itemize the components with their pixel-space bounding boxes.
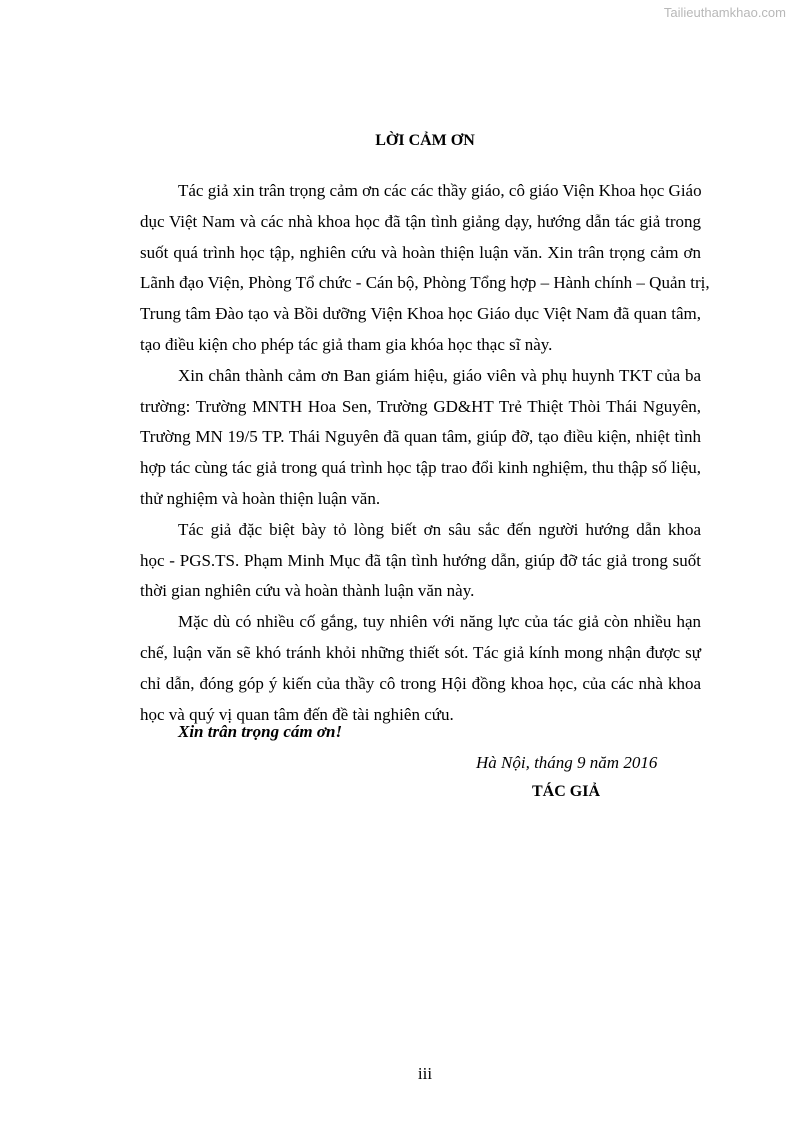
text-line: học - PGS.TS. Phạm Minh Mục đã tận tình hướng dẫn, giúp đỡ tác giả trong suốt	[140, 550, 701, 570]
text-line: Trung tâm Đào tạo và Bồi dưỡng Viện Khoa học Giáo dục Việt Nam đã quan tâm,	[140, 304, 701, 324]
paragraph	[140, 361, 701, 515]
text-line: Tác giả xin trân trọng cảm ơn các các thầy giáo, cô giáo Viện Khoa học Giáo	[178, 181, 702, 200]
text-line: chế, luận văn sẽ khó tránh khỏi những thiết sót. Tác giả kính mong nhận được sự	[140, 642, 701, 662]
closing-thanks: Xin trân trọng cám ơn!	[178, 722, 343, 741]
watermark: Tailieuthamkhao.com	[663, 5, 786, 20]
place-date: Hà Nội, tháng 9 năm 2016	[476, 753, 658, 772]
author-signature: TÁC GIẢ	[532, 783, 601, 800]
paragraph	[140, 515, 701, 607]
acknowledgement-body	[140, 176, 710, 730]
text-line: dục Việt Nam và các nhà khoa học đã tận tình giảng dạy, hướng dẫn tác giả trong	[140, 211, 701, 231]
text-line: Lãnh đạo Viện, Phòng Tổ chức - Cán bộ, Phòng Tổng hợp – Hành chính – Quản trị,	[140, 273, 710, 293]
text-line: Mặc dù có nhiều cố gắng, tuy nhiên với năng lực của tác giả còn nhiều hạn	[178, 612, 701, 632]
page-number: iii	[417, 1064, 433, 1083]
text-line: chỉ dẫn, đóng góp ý kiến của thầy cô trong Hội đồng khoa học, của các nhà khoa	[140, 673, 701, 693]
text-line: Xin chân thành cảm ơn Ban giám hiệu, giáo viên và phụ huynh TKT của ba	[178, 365, 701, 385]
paragraph	[140, 607, 701, 730]
text-line: suốt quá trình học tập, nghiên cứu và hoàn thiện luận văn. Xin trân trọng cảm ơn	[140, 242, 701, 262]
text-line: thử nghiệm và hoàn thiện luận văn.	[140, 488, 381, 508]
text-line: học và quý vị quan tâm đến đề tài nghiên cứu.	[140, 704, 454, 724]
text-line: tạo điều kiện cho phép tác giả tham gia khóa học thạc sĩ này.	[140, 334, 553, 354]
text-line: trường: Trường MNTH Hoa Sen, Trường GD&HT Trẻ Thiệt Thòi Thái Nguyên,	[140, 396, 701, 416]
paragraph	[140, 176, 710, 361]
text-line: Tác giả đặc biệt bày tỏ lòng biết ơn sâu sắc đến người hướng dẫn khoa	[178, 519, 701, 539]
page-title: LỜI CẢM ƠN	[375, 132, 475, 149]
text-line: thời gian nghiên cứu và hoàn thành luận văn này.	[140, 581, 475, 601]
text-line: Trường MN 19/5 TP. Thái Nguyên đã quan tâm, giúp đỡ, tạo điều kiện, nhiệt tình	[140, 427, 701, 447]
text-line: hợp tác cùng tác giả trong quá trình học tập trao đổi kinh nghiệm, thu thập số liệu,	[140, 458, 701, 478]
